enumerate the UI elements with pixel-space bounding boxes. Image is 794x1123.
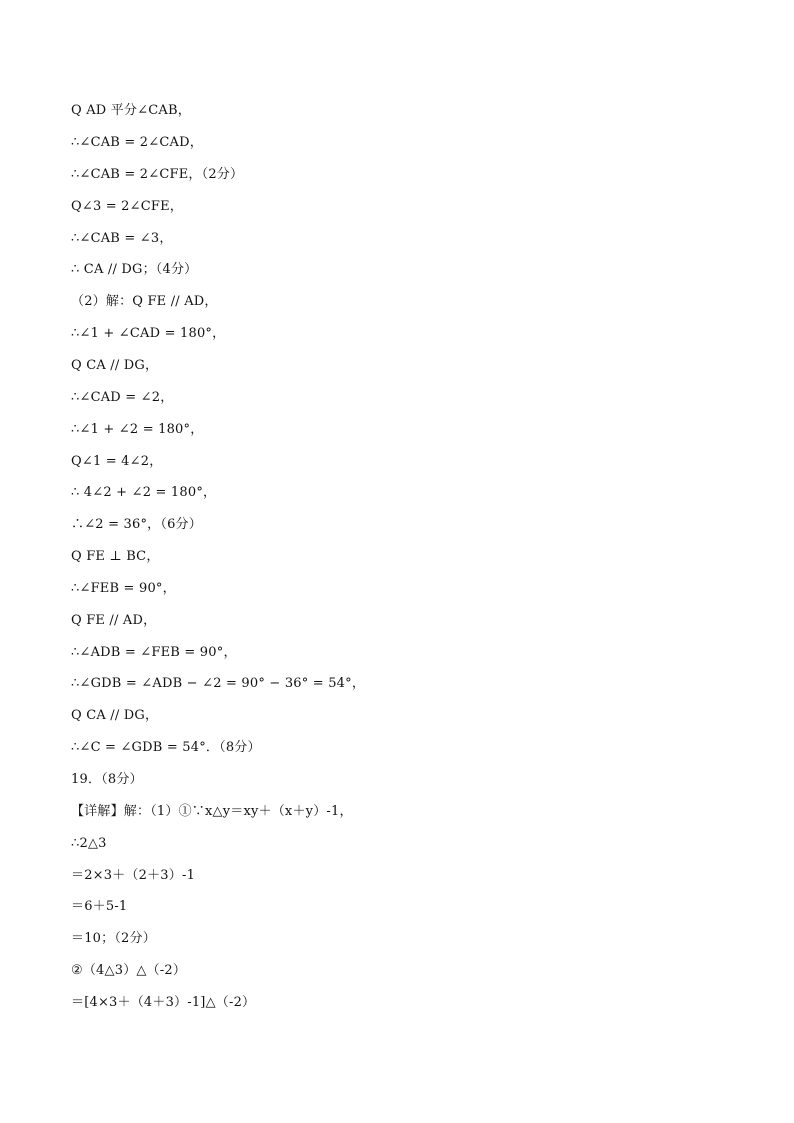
solution-line-6: ∴ CA // DG；（4分） <box>71 262 198 277</box>
solution-line-25: ＝2×3＋（2＋3）-1 <box>71 868 196 883</box>
solution-line-13: ∴ 4∠2 + ∠2 = 180°， <box>71 485 217 500</box>
solution-line-12: Q∠1 = 4∠2， <box>71 454 163 469</box>
solution-line-5: ∴∠CAB = ∠3， <box>71 231 173 246</box>
solution-line-4: Q∠3 = 2∠CFE， <box>71 199 183 214</box>
solution-line-8: ∴∠1 + ∠CAD = 180°， <box>71 326 226 341</box>
solution-line-10: ∴∠CAD = ∠2， <box>71 390 174 405</box>
solution-line-20: Q CA // DG， <box>71 708 159 723</box>
solution-line-11: ∴∠1 + ∠2 = 180°， <box>71 422 204 437</box>
solution-line-24: ∴2△3 <box>71 836 107 851</box>
solution-line-19: ∴∠GDB = ∠ADB − ∠2 = 90° − 36° = 54°， <box>71 676 366 691</box>
solution-line-2: ∴∠CAB = 2∠CAD， <box>71 135 203 150</box>
solution-line-29: ＝[4×3＋（4＋3）-1]△（-2） <box>71 995 256 1010</box>
solution-line-28: ②（4△3）△（-2） <box>71 963 187 978</box>
question-number-line: 19．（8分） <box>71 772 143 787</box>
solution-line-17: Q FE // AD， <box>71 613 157 628</box>
solution-line-18: ∴∠ADB = ∠FEB = 90°， <box>71 645 237 660</box>
solution-line-1: Q AD 平分∠CAB， <box>71 103 191 118</box>
solution-line-21: ∴∠C = ∠GDB = 54°．（8分） <box>71 740 261 755</box>
solution-line-7: （2）解：Q FE // AD， <box>71 294 218 309</box>
solution-line-26: ＝6＋5-1 <box>71 899 128 914</box>
solution-line-3: ∴∠CAB = 2∠CFE，（2分） <box>71 167 244 182</box>
solution-line-16: ∴∠FEB = 90°， <box>71 581 176 596</box>
solution-line-15: Q FE ⊥ BC， <box>71 549 160 564</box>
solution-line-14: ∴∠2 = 36°，（6分） <box>71 517 202 532</box>
solution-line-9: Q CA // DG， <box>71 358 159 373</box>
detail-solution-line: 【详解】解：（1）①∵x△y＝xy＋（x＋y）-1， <box>71 804 353 819</box>
solution-line-27: ＝10；（2分） <box>71 931 156 946</box>
